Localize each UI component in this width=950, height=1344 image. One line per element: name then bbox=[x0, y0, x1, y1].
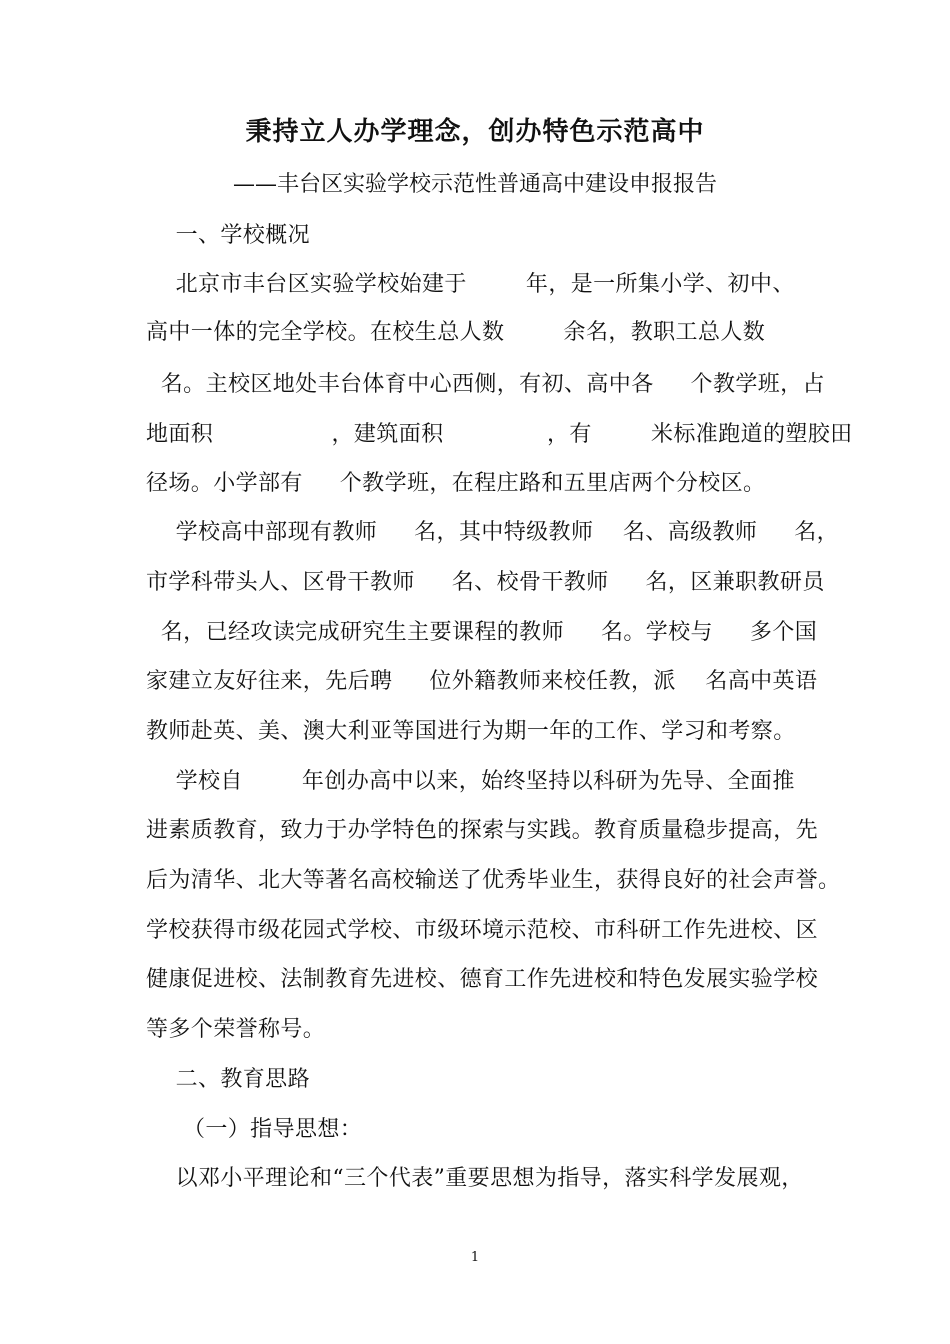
section-heading-education-approach: 二、教育思路 bbox=[146, 1067, 310, 1092]
body-line: 高中一体的完全学校。在校生总人数 余名，教职工总人数 bbox=[146, 320, 766, 345]
body-line: 学校自 年创办高中以来，始终坚持以科研为先导、全面推 bbox=[146, 769, 795, 794]
body-line: 学校获得市级花园式学校、市级环境示范校、市科研工作先进校、区 bbox=[146, 918, 819, 943]
document-subtitle: ——丰台区实验学校示范性普通高中建设申报报告 bbox=[232, 172, 717, 197]
body-line: 进素质教育，致力于办学特色的探索与实践。教育质量稳步提高，先 bbox=[146, 818, 819, 843]
body-line: 市学科带头人、区骨干教师 名、校骨干教师 名，区兼职教研员 bbox=[146, 570, 825, 595]
body-line: 径场。小学部有 个教学班，在程庄路和五里店两个分校区。 bbox=[146, 471, 766, 496]
document-title: 秉持立人办学理念，创办特色示范高中 bbox=[245, 117, 705, 147]
section-heading-overview: 一、学校概况 bbox=[146, 223, 310, 248]
body-line: 以邓小平理论和“三个代表”重要思想为指导，落实科学发展观， bbox=[146, 1166, 804, 1191]
page-number: 1 bbox=[470, 1250, 480, 1265]
body-line: 家建立友好往来，先后聘 位外籍教师来校任教，派 名高中英语 bbox=[146, 669, 818, 694]
body-line: 地面积 ，建筑面积 ，有 米标准跑道的塑胶田 bbox=[146, 422, 853, 447]
body-line: 名，已经攻读完成研究生主要课程的教师 名。学校与 多个国 bbox=[146, 620, 818, 645]
body-line: 健康促进校、法制教育先进校、德育工作先进校和特色发展实验学校 bbox=[146, 967, 819, 992]
body-line: 后为清华、北大等著名高校输送了优秀毕业生，获得良好的社会声誉。 bbox=[146, 868, 841, 893]
body-line: 等多个荣誉称号。 bbox=[146, 1017, 326, 1042]
body-line: 名。主校区地处丰台体育中心西侧，有初、高中各 个教学班，占 bbox=[146, 372, 825, 397]
body-line: 学校高中部现有教师 名，其中特级教师 名、高级教师 名， bbox=[146, 520, 840, 545]
body-line: 教师赴英、美、澳大利亚等国进行为期一年的工作、学习和考察。 bbox=[146, 719, 796, 744]
body-line: 北京市丰台区实验学校始建于 年，是一所集小学、初中、 bbox=[146, 272, 795, 297]
subsection-heading-guiding-ideology: （一）指导思想： bbox=[146, 1117, 363, 1142]
